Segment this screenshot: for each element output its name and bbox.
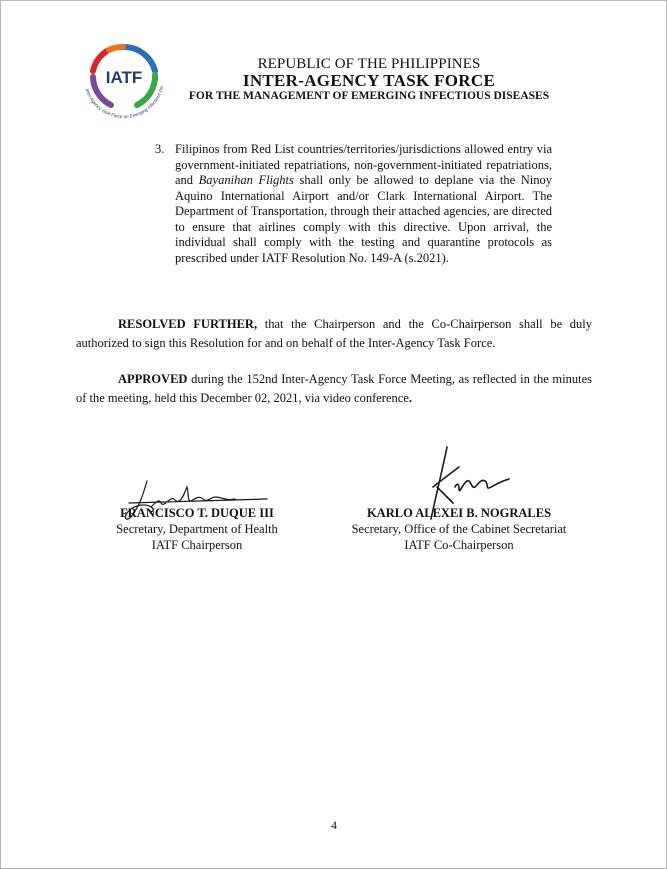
list-item-number: 3. [155, 142, 165, 156]
header-task-force: INTER-AGENCY TASK FORCE [242, 71, 496, 90]
header-management: FOR THE MANAGEMENT OF EMERGING INFECTIOUS DISEASES [188, 90, 550, 102]
signatory-role: IATF Chairperson [151, 538, 243, 552]
header-republic: REPUBLIC OF THE PHILIPPINES [257, 56, 481, 72]
signatory-title: Secretary, Department of Health [116, 522, 278, 536]
iatf-logo [79, 41, 169, 119]
list-item-text: Filipinos from Red List countries/territories/jurisdictions allowed entry via government-initiated repatriations, non-government-initiated repatriations, and Bayanihan Flights shall only be allowed to deplane via the Ninoy Aquino International Airport and/or Clark International Airport. The Department of Transportation, through their attached agencies, are directed to ensure that airlines comply with this directive. Upon arrival, the individual shall comply with the testing and quarantine protocols as prescribed under IATF Resolution No. 149-A (s.2021). [175, 142, 552, 265]
approved-paragraph: APPROVED during the 152nd Inter-Agency Task Force Meeting, as reflected in the minutes of the meeting, held this December 02, 2021, via video conference. [76, 372, 592, 405]
signatory-co-chairperson [339, 505, 579, 553]
signatory-role: IATF Co-Chairperson [404, 538, 514, 552]
italic-term: Bayanihan Flights [198, 173, 294, 187]
signatory-title: Secretary, Office of the Cabinet Secretariat [351, 522, 567, 536]
signatory-name: FRANCISCO T. DUQUE III [120, 506, 274, 520]
page-number: 4 [331, 818, 337, 832]
resolved-lead: RESOLVED FURTHER, [118, 317, 258, 331]
resolved-paragraph: RESOLVED FURTHER, that the Chairperson and the Co-Chairperson shall be duly authorized to sign this Resolution for and on behalf of the Inter-Agency Task Force. [76, 317, 593, 350]
logo-ring-text: Inter-Agency Task Force on Emerging Infectious Dis [84, 85, 165, 119]
approved-lead: APPROVED [118, 372, 188, 386]
logo-text: IATF [105, 68, 143, 87]
signatory-name: KARLO ALEXEI B. NOGRALES [366, 506, 552, 520]
letterhead [169, 57, 569, 103]
signatory-chairperson [97, 505, 297, 553]
